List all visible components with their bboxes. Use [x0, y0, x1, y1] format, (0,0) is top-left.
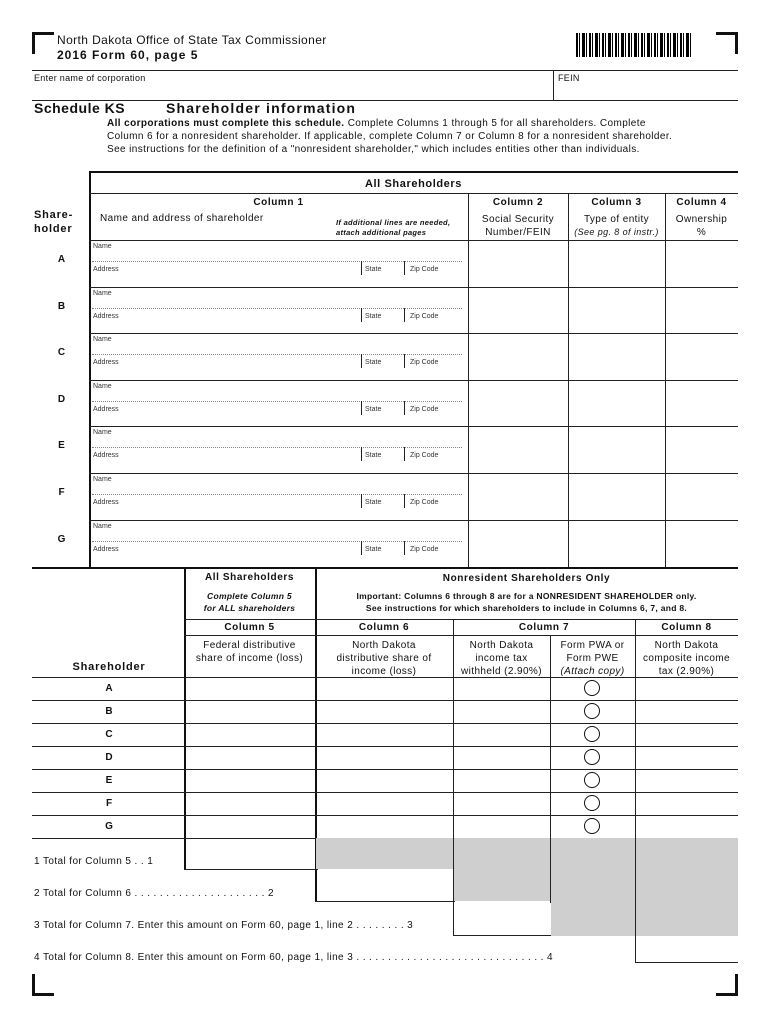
divider: [32, 100, 738, 101]
shareholder-address-input[interactable]: [93, 542, 358, 550]
divider: [89, 240, 738, 241]
divider: [361, 447, 362, 461]
col2-title: Column 2: [492, 197, 544, 208]
t2-row-letter: G: [105, 821, 113, 832]
shaded-cell: [316, 838, 453, 869]
ownership-percent-input[interactable]: [669, 534, 734, 550]
total-line-1-label: 1 Total for Column 5 . . 1: [34, 856, 154, 867]
divider: [32, 677, 738, 678]
total-column-8-input[interactable]: [639, 939, 735, 960]
col8-input[interactable]: [639, 795, 735, 812]
t2-row-letter: B: [105, 706, 113, 717]
col7-withheld-input[interactable]: [457, 818, 547, 835]
col7b-desc-3: (Attach copy): [560, 666, 625, 677]
shaded-cell: [636, 838, 738, 936]
col6-desc-1: North Dakota: [352, 640, 416, 651]
divider: [32, 70, 738, 71]
divider: [404, 354, 405, 368]
col5-input[interactable]: [188, 749, 312, 766]
col7a-desc-1: North Dakota: [469, 640, 534, 651]
name-label: Name: [93, 476, 112, 483]
col7a-desc: [453, 639, 550, 678]
zip-label: Zip Code: [410, 266, 439, 273]
col6-input[interactable]: [319, 680, 450, 697]
ssn-fein-input[interactable]: [472, 440, 564, 456]
divider: [404, 447, 405, 461]
address-label: Address: [93, 406, 119, 413]
col5-input[interactable]: [188, 703, 312, 720]
col7a-desc-3: withheld (2.90%): [461, 666, 542, 677]
shareholder-address-input[interactable]: [93, 309, 358, 317]
col8-desc-1: North Dakota: [654, 640, 719, 651]
fein-label: FEIN: [558, 73, 580, 83]
shareholder-name-input[interactable]: [93, 295, 463, 307]
col5-desc-2: share of income (loss): [195, 653, 304, 664]
col1-note: [336, 218, 450, 238]
t2-row-letter: F: [105, 798, 113, 809]
ownership-percent-input[interactable]: [669, 487, 734, 503]
entity-type-input[interactable]: [572, 254, 661, 270]
col4-desc-2: %: [696, 227, 707, 238]
divider: [315, 901, 455, 902]
divider: [89, 380, 738, 381]
pwa-pwe-radio[interactable]: [584, 749, 600, 765]
pwa-pwe-radio[interactable]: [584, 772, 600, 788]
shareholder-address-input[interactable]: [93, 448, 358, 456]
t2-important-1: Important: Columns 6 through 8 are for a NONRESIDENT SHAREHOLDER only.: [356, 591, 697, 601]
col5-desc-1: Federal distributive: [203, 640, 296, 651]
name-label: Name: [93, 243, 112, 250]
col6-input[interactable]: [319, 703, 450, 720]
divider: [32, 815, 738, 816]
total-column-7-input[interactable]: [457, 905, 547, 933]
col8-input[interactable]: [639, 726, 735, 743]
t2-important-2: See instructions for which shareholders to include in Columns 6, 7, and 8.: [365, 603, 688, 613]
col6-input[interactable]: [319, 772, 450, 789]
col3-desc-1: Type of entity: [583, 214, 650, 225]
t2-all-header: All Shareholders: [204, 572, 295, 583]
instructions-line-1: Complete Columns 1 through 5 for all shareholders. Complete: [347, 118, 646, 129]
t2-important: [315, 590, 738, 614]
col3-desc-2: (See pg. 8 of instr.): [574, 227, 659, 237]
col7-withheld-input[interactable]: [457, 795, 547, 812]
ssn-fein-input[interactable]: [472, 487, 564, 503]
instructions-line-3: See instructions for the definition of a "nonresident shareholder," which includes entities other than individuals.: [107, 144, 640, 155]
divider: [32, 746, 738, 747]
divider: [361, 354, 362, 368]
col7-title: Column 7: [518, 622, 570, 633]
corner-mark-bottom-right: [716, 974, 738, 996]
divider: [32, 723, 738, 724]
entity-type-input[interactable]: [572, 534, 661, 550]
corner-mark-top-left: [32, 32, 54, 54]
divider: [361, 261, 362, 275]
col5-desc: [184, 639, 315, 665]
address-label: Address: [93, 452, 119, 459]
shareholder-address-input[interactable]: [93, 402, 358, 410]
shareholder-name-input[interactable]: [93, 434, 463, 446]
state-label: State: [365, 452, 382, 459]
ssn-fein-input[interactable]: [472, 254, 564, 270]
t1-row-letter: A: [57, 254, 66, 265]
pwa-pwe-radio[interactable]: [584, 818, 600, 834]
col6-desc-2: distributive share of: [336, 653, 432, 664]
shareholder-name-input[interactable]: [93, 248, 463, 260]
col8-desc-3: tax (2.90%): [658, 666, 715, 677]
col8-input[interactable]: [639, 818, 735, 835]
barcode-image: [576, 33, 692, 57]
total-line-3-label: 3 Total for Column 7. Enter this amount on Form 60, page 1, line 2 . . . . . . . . 3: [34, 920, 414, 931]
col4-title: Column 4: [676, 197, 727, 208]
divider: [89, 287, 738, 288]
col4-desc: [665, 213, 738, 239]
divider: [361, 401, 362, 415]
ssn-fein-input[interactable]: [472, 347, 564, 363]
divider: [32, 769, 738, 770]
state-label: State: [365, 499, 382, 506]
col7-withheld-input[interactable]: [457, 726, 547, 743]
form-title: 2016 Form 60, page 5: [57, 48, 199, 62]
col5-title: Column 5: [224, 622, 275, 633]
t1-row-letter: C: [57, 347, 66, 358]
entity-type-input[interactable]: [572, 301, 661, 317]
col6-title: Column 6: [358, 622, 410, 633]
col8-input[interactable]: [639, 772, 735, 789]
name-label: Name: [93, 429, 112, 436]
entity-type-input[interactable]: [572, 394, 661, 410]
divider: [89, 520, 738, 521]
name-label: Name: [93, 336, 112, 343]
col7-withheld-input[interactable]: [457, 749, 547, 766]
entity-type-input[interactable]: [572, 347, 661, 363]
t2-complete5-1: Complete Column 5: [207, 591, 292, 601]
fein-input[interactable]: [558, 85, 736, 99]
state-label: State: [365, 406, 382, 413]
shareholder-name-input[interactable]: [93, 388, 463, 400]
t2-row-letter: E: [105, 775, 113, 786]
pwa-pwe-radio[interactable]: [584, 726, 600, 742]
col6-desc-3: income (loss): [351, 666, 417, 677]
col5-input[interactable]: [188, 795, 312, 812]
t2-complete5: [184, 590, 315, 614]
divider: [404, 541, 405, 555]
col8-desc: [635, 639, 738, 678]
state-label: State: [365, 359, 382, 366]
divider: [32, 700, 738, 701]
instructions-line-2: Column 6 for a nonresident shareholder. If applicable, complete Column 7 or Column 8 for a nonresident shareholder.: [107, 131, 673, 142]
shareholder-label-2: holder: [34, 223, 73, 235]
col5-input[interactable]: [188, 726, 312, 743]
divider: [32, 792, 738, 793]
pwa-pwe-radio[interactable]: [584, 680, 600, 696]
table1-group-header: All Shareholders: [364, 178, 462, 190]
divider: [404, 401, 405, 415]
t2-nonres-header: Nonresident Shareholders Only: [442, 573, 611, 584]
t1-row-letter: F: [58, 487, 65, 498]
t2-row-letter: C: [105, 729, 113, 740]
shaded-cell: [454, 838, 550, 901]
col8-desc-2: composite income: [643, 653, 730, 664]
col5-input[interactable]: [188, 772, 312, 789]
col2-desc: [468, 213, 568, 239]
col7-withheld-input[interactable]: [457, 703, 547, 720]
col3-title: Column 3: [591, 197, 642, 208]
divider: [404, 494, 405, 508]
address-label: Address: [93, 266, 119, 273]
divider: [89, 193, 738, 194]
name-label: Name: [93, 290, 112, 297]
ownership-percent-input[interactable]: [669, 440, 734, 456]
address-label: Address: [93, 359, 119, 366]
state-label: State: [365, 313, 382, 320]
col6-desc: [315, 639, 453, 678]
t1-row-letter: G: [57, 534, 66, 545]
instructions-bold: All corporations must complete this schedule.: [107, 118, 345, 129]
address-label: Address: [93, 313, 119, 320]
ssn-fein-input[interactable]: [472, 534, 564, 550]
divider: [361, 494, 362, 508]
ssn-fein-input[interactable]: [472, 394, 564, 410]
ownership-percent-input[interactable]: [669, 254, 734, 270]
schedule-code: Schedule KS: [34, 100, 126, 116]
t2-row-letter: D: [105, 752, 113, 763]
zip-label: Zip Code: [410, 546, 439, 553]
shareholder-name-input[interactable]: [93, 481, 463, 493]
col3-desc: [568, 213, 665, 239]
shareholder-address-input[interactable]: [93, 355, 358, 363]
pwa-pwe-radio[interactable]: [584, 795, 600, 811]
divider: [635, 962, 738, 963]
pwa-pwe-radio[interactable]: [584, 703, 600, 719]
shareholder-address-input[interactable]: [93, 262, 358, 270]
shareholder-label-1: Share-: [34, 209, 74, 221]
total-column-6-input[interactable]: [319, 873, 450, 897]
name-label: Name: [93, 383, 112, 390]
divider: [184, 619, 738, 620]
entity-type-input[interactable]: [572, 487, 661, 503]
divider: [404, 261, 405, 275]
divider: [453, 935, 551, 936]
col6-input[interactable]: [319, 749, 450, 766]
col2-desc-2: Number/FEIN: [485, 227, 551, 238]
col2-desc-1: Social Security: [481, 214, 555, 225]
col6-input[interactable]: [319, 795, 450, 812]
col7b-desc-2: Form PWE: [566, 653, 619, 664]
shaded-cell: [551, 838, 635, 936]
col7-withheld-input[interactable]: [457, 772, 547, 789]
col8-input[interactable]: [639, 680, 735, 697]
shareholder-address-input[interactable]: [93, 495, 358, 503]
divider: [361, 308, 362, 322]
address-label: Address: [93, 546, 119, 553]
divider: [361, 541, 362, 555]
corner-mark-bottom-left: [32, 974, 54, 996]
col1-desc: Name and address of shareholder: [100, 213, 264, 224]
state-label: State: [365, 266, 382, 273]
t2-shareholder-label: Shareholder: [72, 661, 146, 673]
table1-top-border: [89, 171, 738, 173]
name-label: Name: [93, 523, 112, 530]
divider: [89, 426, 738, 427]
state-label: State: [365, 546, 382, 553]
table1-left-border: [89, 171, 91, 567]
ownership-percent-input[interactable]: [669, 347, 734, 363]
t2-complete5-2: for ALL shareholders: [203, 603, 296, 613]
schedule-title: Shareholder information: [166, 100, 357, 116]
ownership-percent-input[interactable]: [669, 394, 734, 410]
col5-input[interactable]: [188, 680, 312, 697]
agency-name: North Dakota Office of State Tax Commissioner: [57, 33, 327, 47]
t2-row-letter: A: [105, 683, 113, 694]
col1-note-1: If additional lines are needed,: [336, 218, 451, 227]
col7b-desc: [550, 639, 635, 678]
zip-label: Zip Code: [410, 499, 439, 506]
corp-name-label: Enter name of corporation: [34, 73, 146, 83]
total-line-4-label: 4 Total for Column 8. Enter this amount on Form 60, page 1, line 3 . . . . . . . . . . . . . . . . . . . . . . . . . . . . . . 4: [34, 952, 553, 963]
t1-row-letter: B: [57, 301, 66, 312]
shareholder-name-input[interactable]: [93, 341, 463, 353]
col7a-desc-2: income tax: [475, 653, 528, 664]
zip-label: Zip Code: [410, 359, 439, 366]
entity-type-input[interactable]: [572, 440, 661, 456]
zip-label: Zip Code: [410, 406, 439, 413]
ssn-fein-input[interactable]: [472, 301, 564, 317]
schedule-instructions: [107, 117, 727, 156]
shareholder-name-input[interactable]: [93, 528, 463, 540]
total-line-2-label: 2 Total for Column 6 . . . . . . . . . . . . . . . . . . . . . 2: [34, 888, 274, 899]
zip-label: Zip Code: [410, 313, 439, 320]
corner-mark-top-right: [716, 32, 738, 54]
col5-input[interactable]: [188, 818, 312, 835]
divider: [184, 635, 738, 636]
divider: [184, 869, 318, 870]
divider: [89, 333, 738, 334]
t1-row-letter: E: [58, 440, 65, 451]
divider: [89, 473, 738, 474]
col7-withheld-input[interactable]: [457, 680, 547, 697]
col4-desc-1: Ownership: [675, 214, 728, 225]
col8-input[interactable]: [639, 749, 735, 766]
divider: [404, 308, 405, 322]
zip-label: Zip Code: [410, 452, 439, 459]
col8-input[interactable]: [639, 703, 735, 720]
corp-name-input[interactable]: [34, 85, 549, 99]
col7b-desc-1: Form PWA or: [560, 640, 625, 651]
address-label: Address: [93, 499, 119, 506]
col8-title: Column 8: [661, 622, 712, 633]
ownership-percent-input[interactable]: [669, 301, 734, 317]
t1-row-letter: D: [57, 394, 66, 405]
total-column-5-input[interactable]: [188, 842, 312, 866]
col1-note-2: attach additional pages: [336, 228, 427, 237]
col6-input[interactable]: [319, 726, 450, 743]
table1-bottom-border: [32, 567, 738, 569]
col1-title: Column 1: [253, 197, 304, 208]
col6-input[interactable]: [319, 818, 450, 835]
divider: [553, 70, 554, 100]
